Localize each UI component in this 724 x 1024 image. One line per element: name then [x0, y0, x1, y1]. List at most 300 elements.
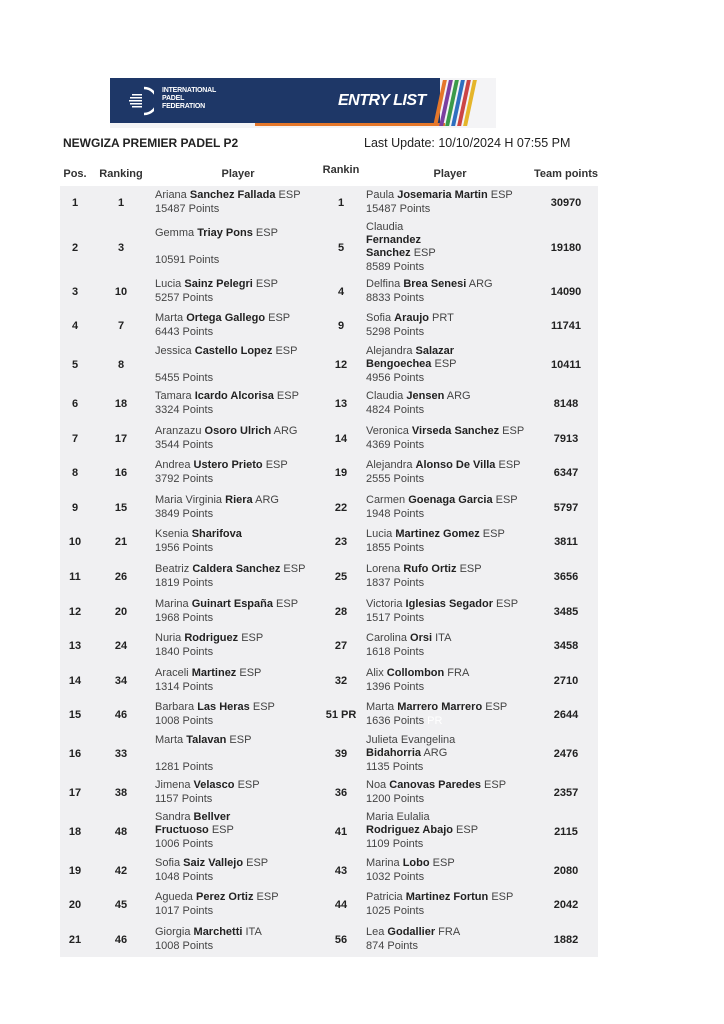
first-name: Tamara	[155, 390, 192, 403]
team-points: 2080	[553, 864, 579, 877]
last-name: Collombon	[386, 666, 445, 679]
player-points	[366, 291, 534, 306]
last-name: Riera	[225, 493, 253, 506]
country: ESP	[246, 856, 269, 869]
country: ITA	[435, 632, 452, 645]
player-cell	[152, 598, 321, 626]
ranking: 10	[114, 285, 128, 298]
ranking-2: 19	[334, 467, 348, 480]
player-points	[155, 680, 321, 695]
country: ESP	[491, 891, 514, 904]
last-name: Rufo Ortiz	[403, 563, 457, 576]
points-value: 3849 Points	[155, 507, 214, 520]
player-name	[155, 811, 235, 837]
player-cell	[152, 459, 321, 487]
country: PRT	[432, 312, 454, 325]
first-name: Paula	[366, 189, 395, 202]
country: ESP	[237, 779, 260, 792]
player-points	[155, 325, 321, 340]
first-name: Carmen	[366, 493, 406, 506]
ranking-2: 36	[334, 787, 348, 800]
player-name	[155, 494, 321, 507]
table-row	[60, 698, 598, 733]
header-team-points: Team points	[534, 168, 598, 180]
player-cell	[361, 926, 534, 954]
last-name: Sanchez Fallada	[189, 189, 276, 202]
ranking: 48	[114, 825, 128, 838]
player-cell	[361, 345, 534, 386]
last-name: Rodriguez Abajo	[366, 824, 453, 837]
player-name	[366, 598, 534, 611]
table-row	[60, 344, 598, 387]
last-name: Canovas Paredes	[389, 779, 481, 792]
last-name: Las Heras	[197, 701, 250, 714]
last-update: Last Update: 10/10/2024 H 07:55 PM	[364, 136, 571, 150]
player-cell	[152, 926, 321, 954]
first-name: Delfina	[366, 277, 401, 290]
player-name	[366, 345, 461, 371]
team-points: 2115	[554, 825, 578, 838]
player-cell	[152, 312, 321, 340]
first-name: Carolina	[366, 632, 407, 645]
player-name	[366, 926, 534, 939]
player-points	[366, 939, 534, 954]
ranking-2: 13	[334, 398, 348, 411]
player-name	[366, 734, 506, 760]
position: 4	[71, 320, 79, 333]
player-cell	[152, 811, 321, 852]
last-name: Iglesias Segador	[405, 597, 493, 610]
points-value: 2555 Points	[366, 473, 425, 486]
tournament-title: NEWGIZA PREMIER PADEL P2	[63, 136, 239, 150]
player-cell	[152, 278, 321, 306]
points-value: 1157 Points	[155, 793, 213, 806]
player-points	[366, 438, 534, 453]
player-name	[155, 563, 321, 576]
player-points	[366, 760, 534, 775]
team-points: 8148	[553, 398, 579, 411]
team-points: 5797	[553, 501, 579, 514]
points-value: 4956 Points	[366, 371, 425, 384]
player-points	[155, 541, 321, 556]
player-cell	[361, 459, 534, 487]
last-name: Araujo	[394, 312, 429, 325]
first-name: Jimena	[155, 779, 191, 792]
player-points	[366, 611, 534, 626]
points-value: 1008 Points	[155, 939, 214, 952]
color-stripes	[432, 80, 492, 126]
player-name	[155, 734, 321, 747]
last-name: Triay Pons	[197, 227, 253, 240]
table-row	[60, 421, 598, 456]
position: 10	[68, 536, 82, 549]
player-name	[366, 891, 534, 904]
team-points: 19180	[550, 241, 582, 254]
team-points: 3656	[553, 571, 579, 584]
player-name	[155, 891, 321, 904]
ranking: 46	[114, 709, 128, 722]
points-value: 1956 Points	[155, 542, 214, 555]
position: 17	[68, 787, 82, 800]
first-name: Maria Eulalia	[366, 811, 430, 824]
header-player-2: Player	[433, 168, 467, 180]
team-points: 2710	[553, 674, 579, 687]
header-banner	[110, 78, 496, 128]
ranking: 38	[114, 787, 128, 800]
first-name: Alejandra	[366, 344, 413, 357]
country: ESP	[255, 227, 278, 240]
player-name	[366, 528, 534, 541]
table-row	[60, 186, 598, 221]
position: 20	[68, 899, 82, 912]
player-points	[366, 680, 534, 695]
last-name: Martinez Fortun	[405, 891, 489, 904]
last-name: Guinart España	[191, 597, 273, 610]
table-row	[60, 560, 598, 595]
player-points	[366, 403, 534, 418]
player-name	[366, 459, 534, 472]
ranking: 24	[114, 640, 128, 653]
points-value: 1281 Points	[155, 760, 214, 773]
points-value: 1025 Points	[366, 905, 425, 918]
last-name: Jensen	[406, 390, 445, 403]
country: ESP	[211, 824, 234, 837]
player-name	[366, 857, 534, 870]
country: ESP	[456, 824, 479, 837]
country: ARG	[255, 493, 279, 506]
ranking: 20	[114, 605, 128, 618]
points-value: 1109 Points	[366, 838, 424, 851]
points-value: 1048 Points	[155, 870, 214, 883]
ranking-2: 51 PR	[325, 709, 357, 722]
first-name: Lucia	[155, 277, 182, 290]
player-cell	[361, 857, 534, 885]
player-name	[366, 811, 486, 837]
player-points	[155, 576, 321, 591]
points-value: 1017 Points	[155, 905, 214, 918]
player-points	[366, 904, 534, 919]
ranking: 16	[114, 467, 128, 480]
points-value: 3792 Points	[155, 473, 214, 486]
first-name: Marina	[155, 597, 189, 610]
country: ESP	[495, 493, 518, 506]
country: ESP	[413, 246, 436, 259]
table-row	[60, 275, 598, 310]
player-points	[366, 837, 534, 852]
player-name	[155, 926, 321, 939]
first-name: Agueda	[155, 891, 193, 904]
player-cell	[152, 632, 321, 660]
ranking-2: 25	[334, 571, 348, 584]
player-cell	[152, 701, 321, 729]
country: ESP	[484, 779, 507, 792]
table-row	[60, 456, 598, 491]
player-name	[155, 857, 321, 870]
ranking-2: 41	[334, 825, 348, 838]
points-value: 1135 Points	[366, 760, 424, 773]
country: ARG	[468, 277, 493, 290]
ranking: 1	[117, 197, 125, 210]
country: ARG	[273, 424, 298, 437]
player-points	[155, 371, 321, 386]
country: ESP	[502, 424, 525, 437]
table-row	[60, 525, 598, 560]
player-name	[155, 667, 321, 680]
header-pos: Pos.	[63, 168, 87, 180]
player-cell	[361, 598, 534, 626]
country: ESP	[241, 632, 264, 645]
ranking: 18	[114, 398, 128, 411]
first-name: Maria Virginia	[155, 493, 223, 506]
position: 12	[68, 605, 82, 618]
team-points: 3485	[553, 605, 579, 618]
player-points	[155, 472, 321, 487]
player-cell	[361, 189, 534, 217]
last-name: Perez Ortiz	[196, 891, 254, 904]
ranking-2: 9	[337, 320, 345, 333]
last-name: Salazar Bengoechea	[366, 344, 455, 370]
ranking: 17	[114, 432, 128, 445]
player-cell	[152, 667, 321, 695]
points-value: 8589 Points	[366, 260, 425, 273]
position: 8	[71, 467, 79, 480]
player-cell	[361, 425, 534, 453]
points-value: 3324 Points	[155, 404, 214, 417]
points-value: 1855 Points	[366, 542, 425, 555]
player-points	[155, 253, 321, 268]
player-points	[366, 541, 534, 556]
table-row	[60, 853, 598, 888]
player-cell	[152, 857, 321, 885]
player-points	[366, 507, 534, 522]
player-name	[366, 221, 461, 260]
player-cell	[361, 390, 534, 418]
last-name: Martinez Gomez	[395, 528, 480, 541]
player-points	[155, 645, 321, 660]
player-cell	[152, 528, 321, 556]
team-points: 6347	[553, 467, 579, 480]
first-name: Claudia	[366, 390, 404, 403]
player-cell	[361, 667, 534, 695]
player-points	[366, 576, 534, 591]
player-name	[366, 390, 534, 403]
table-row	[60, 664, 598, 699]
first-name: Sofia	[155, 856, 181, 869]
ranking-2: 44	[334, 899, 348, 912]
position: 2	[71, 241, 79, 254]
last-name: Ustero Prieto	[193, 459, 263, 472]
country: ESP	[496, 597, 519, 610]
country: ESP	[278, 189, 301, 202]
points-value: 1314 Points	[155, 680, 214, 693]
points-value: 5298 Points	[366, 326, 425, 339]
player-points	[155, 760, 321, 775]
country: FRA	[447, 666, 470, 679]
first-name: Marta	[155, 733, 184, 746]
points-value: 1006 Points	[155, 838, 214, 851]
position: 3	[71, 285, 79, 298]
table-row	[60, 387, 598, 422]
player-name	[155, 528, 321, 541]
points-value: 8833 Points	[366, 291, 425, 304]
country: ESP	[283, 563, 306, 576]
player-points	[155, 939, 321, 954]
table-body	[60, 186, 598, 957]
country: ARG	[423, 746, 448, 759]
first-name: Sandra	[155, 811, 191, 824]
country: ESP	[229, 733, 252, 746]
player-name	[366, 278, 534, 291]
entry-list-label: ENTRY LIST	[338, 92, 426, 109]
position: 15	[68, 709, 82, 722]
first-name: Aranzazu	[155, 424, 202, 437]
first-name: Alejandra	[366, 459, 413, 472]
team-points: 3458	[553, 640, 579, 653]
table-row	[60, 629, 598, 664]
country: ESP	[485, 701, 508, 714]
team-points: 3811	[554, 536, 578, 549]
ranking: 33	[114, 748, 128, 761]
table-row	[60, 491, 598, 526]
points-value: 1840 Points	[155, 646, 214, 659]
first-name: Andrea	[155, 459, 191, 472]
position: 16	[68, 748, 82, 761]
ranking-2: 39	[334, 748, 348, 761]
team-points: 11741	[551, 320, 581, 333]
first-name: Gemma	[155, 227, 195, 240]
player-name	[155, 598, 321, 611]
country: ITA	[245, 925, 262, 938]
last-name: Goenaga Garcia	[408, 493, 493, 506]
last-name: Godallier	[387, 925, 436, 938]
last-name: Fernandez Sanchez	[366, 233, 422, 259]
country: ESP	[268, 312, 291, 325]
team-points: 2476	[553, 748, 579, 761]
country: ESP	[459, 563, 482, 576]
ranking-2: 5	[337, 241, 345, 254]
player-name	[366, 494, 534, 507]
player-name	[155, 345, 321, 358]
country: ESP	[490, 189, 513, 202]
ranking-2: 32	[334, 674, 348, 687]
ranking-2: 4	[337, 285, 345, 298]
country: FRA	[438, 925, 461, 938]
last-name: Velasco	[193, 779, 235, 792]
first-name: Marta	[155, 312, 184, 325]
ranking-2: 1	[337, 197, 345, 210]
table-row	[60, 221, 598, 275]
player-cell	[152, 891, 321, 919]
player-name	[155, 425, 321, 438]
ranking: 21	[114, 536, 128, 549]
first-name: Veronica	[366, 424, 409, 437]
table-row	[60, 776, 598, 811]
ranking-2: 43	[334, 864, 348, 877]
player-points	[366, 202, 534, 217]
first-name: Lea	[366, 925, 385, 938]
player-cell	[152, 494, 321, 522]
player-points	[155, 792, 321, 807]
table-header	[60, 164, 598, 186]
position: 11	[69, 571, 81, 584]
last-name: Virseda Sanchez	[411, 424, 500, 437]
header-ranking-2: Rankin	[322, 164, 360, 176]
player-points	[155, 507, 321, 522]
player-points	[366, 870, 534, 885]
player-points	[366, 325, 534, 340]
first-name: Ariana	[155, 189, 187, 202]
player-name	[366, 667, 534, 680]
player-cell	[152, 734, 321, 775]
team-points: 2042	[553, 899, 579, 912]
last-name: Orsi	[410, 632, 433, 645]
points-value: 15487 Points	[155, 203, 220, 216]
points-value: 1396 Points	[366, 680, 425, 693]
position: 1	[71, 197, 79, 210]
player-name	[155, 189, 321, 202]
last-name: Brea Senesi	[403, 277, 467, 290]
first-name: Barbara	[155, 701, 195, 714]
player-name	[366, 632, 534, 645]
points-value: 1636 Points	[366, 715, 425, 728]
points-value: 1517 Points	[366, 611, 425, 624]
points-value: 10591 Points	[155, 254, 220, 267]
player-points	[155, 837, 321, 852]
ranking-2: 27	[334, 640, 348, 653]
ranking: 34	[114, 674, 128, 687]
points-value: 1837 Points	[366, 577, 425, 590]
player-points	[155, 438, 321, 453]
table-row	[60, 309, 598, 344]
first-name: Alix	[366, 666, 384, 679]
player-name	[155, 632, 321, 645]
last-name: Martinez	[191, 666, 237, 679]
last-name: Marrero Marrero	[397, 701, 483, 714]
player-cell	[361, 734, 534, 775]
player-name	[366, 312, 534, 325]
player-cell	[361, 528, 534, 556]
points-value: 5455 Points	[155, 371, 214, 384]
player-name	[155, 779, 321, 792]
first-name: Araceli	[155, 666, 189, 679]
position: 14	[68, 674, 82, 687]
country: ESP	[276, 390, 299, 403]
country: ESP	[482, 528, 505, 541]
country: ESP	[498, 459, 521, 472]
first-name: Lucia	[366, 528, 393, 541]
ranking: 42	[114, 864, 128, 877]
points-value: 1968 Points	[155, 611, 214, 624]
player-name	[366, 701, 534, 714]
points-value: 4824 Points	[366, 404, 425, 417]
first-name: Giorgia	[155, 925, 191, 938]
country: ESP	[432, 856, 455, 869]
player-cell	[152, 563, 321, 591]
player-points	[155, 202, 321, 217]
last-name: Sharifova	[191, 528, 242, 541]
first-name: Patricia	[366, 891, 403, 904]
team-points: 30970	[550, 197, 582, 210]
last-name: Ortega Gallego	[186, 312, 266, 325]
country: ESP	[434, 357, 457, 370]
team-points: 10411	[551, 359, 581, 372]
last-name: Caldera Sanchez	[192, 563, 281, 576]
first-name: Jessica	[155, 344, 192, 357]
table-row	[60, 888, 598, 923]
position: 19	[68, 864, 82, 877]
points-value: 1618 Points	[366, 646, 425, 659]
points-value: 874 Points	[366, 939, 418, 952]
